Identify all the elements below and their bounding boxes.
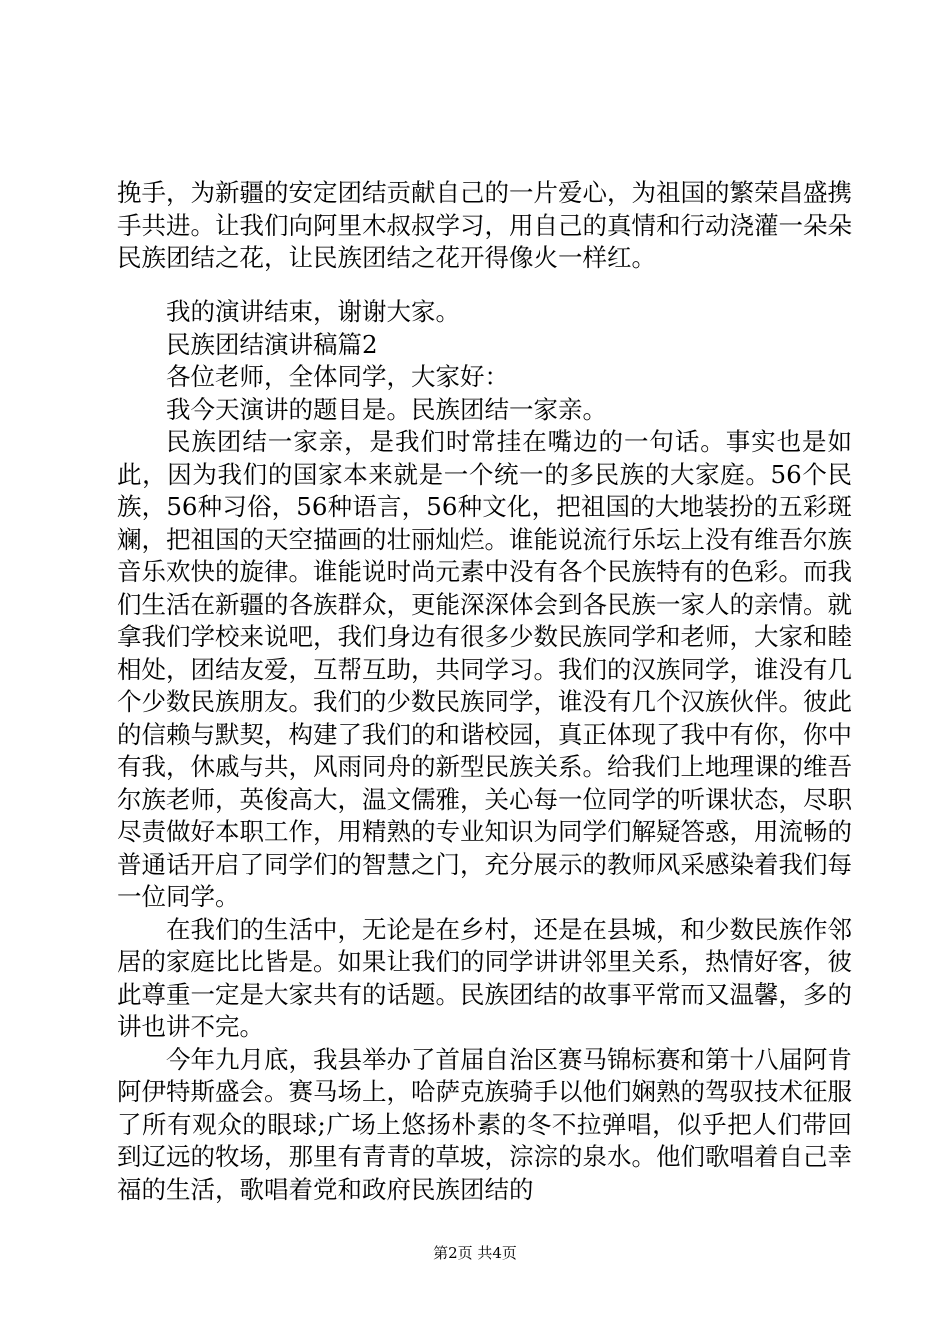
continuation-paragraph: 挽手，为新疆的安定团结贡献自己的一片爱心，为祖国的繁荣昌盛携手共进。让我们向阿里木叔叔学习，用自己的真情和行动浇灌一朵朵民族团结之花，让民族团结之花开得像火一样红。 [117, 178, 852, 272]
greeting-line: 各位老师，全体同学，大家好： [166, 362, 509, 391]
section-title: 民族团结演讲稿篇2 [166, 329, 378, 359]
body-paragraph: 民族团结一家亲，是我们时常挂在嘴边的一句话。事实也是如此，因为我们的国家本来就是一个统一的多民族的大家庭。56个民族，56种习俗，56种语言，56种文化，把祖国的大地装扮的五彩斑斓，把祖国的天空描画的壮丽灿烂。谁能说流行乐坛上没有维吾尔族音乐欢快的旋律。谁能说时尚元素中没有各个民族特有的色彩。而我们生活在新疆的各族群众，更能深深体会到各民族一家人的亲情。就拿我们学校来说吧，我们身边有很多少数民族同学和老师，大家和睦相处，团结友爱，互帮互助，共同学习。我们的汉族同学，谁没有几个少数民族朋友。我们的少数民族同学，谁没有几个汉族伙伴。彼此的信赖与默契，构建了我们的和谐校园，真正体现了我中有你，你中有我，休戚与共，风雨同舟的新型民族关系。给我们上地理课的维吾尔族老师，英俊高大，温文儒雅，关心每一位同学的听课状态，尽职尽责做好本职工作，用精熟的专业知识为同学们解疑答惑，用流畅的普通话开启了同学们的智慧之门，充分展示的教师风采感染着我们每一位同学。 [117, 427, 852, 911]
topic-line: 我今天演讲的题目是。民族团结一家亲。 [166, 394, 607, 424]
body-paragraph: 在我们的生活中，无论是在乡村，还是在县城，和少数民族作邻居的家庭比比皆是。如果让我们的同学讲讲邻里关系，热情好客，彼此尊重一定是大家共有的话题。民族团结的故事平常而又温馨，多的讲也讲不完。 [117, 914, 852, 1041]
body-paragraph: 今年九月底，我县举办了首届自治区赛马锦标赛和第十八届阿肯阿伊特斯盛会。赛马场上，哈萨克族骑手以他们娴熟的驾驭技术征服了所有观众的眼球;广场上悠扬朴素的冬不拉弹唱，似乎把人们带回到辽远的牧场，那里有青青的草坡，淙淙的泉水。他们歌唱着自己幸福的生活，歌唱着党和政府民族团结的 [117, 1044, 852, 1204]
document-body [117, 296, 852, 1206]
closing-line: 我的演讲结束，谢谢大家。 [166, 297, 460, 326]
page-number-footer: 第2页 共4页 [433, 1244, 517, 1262]
